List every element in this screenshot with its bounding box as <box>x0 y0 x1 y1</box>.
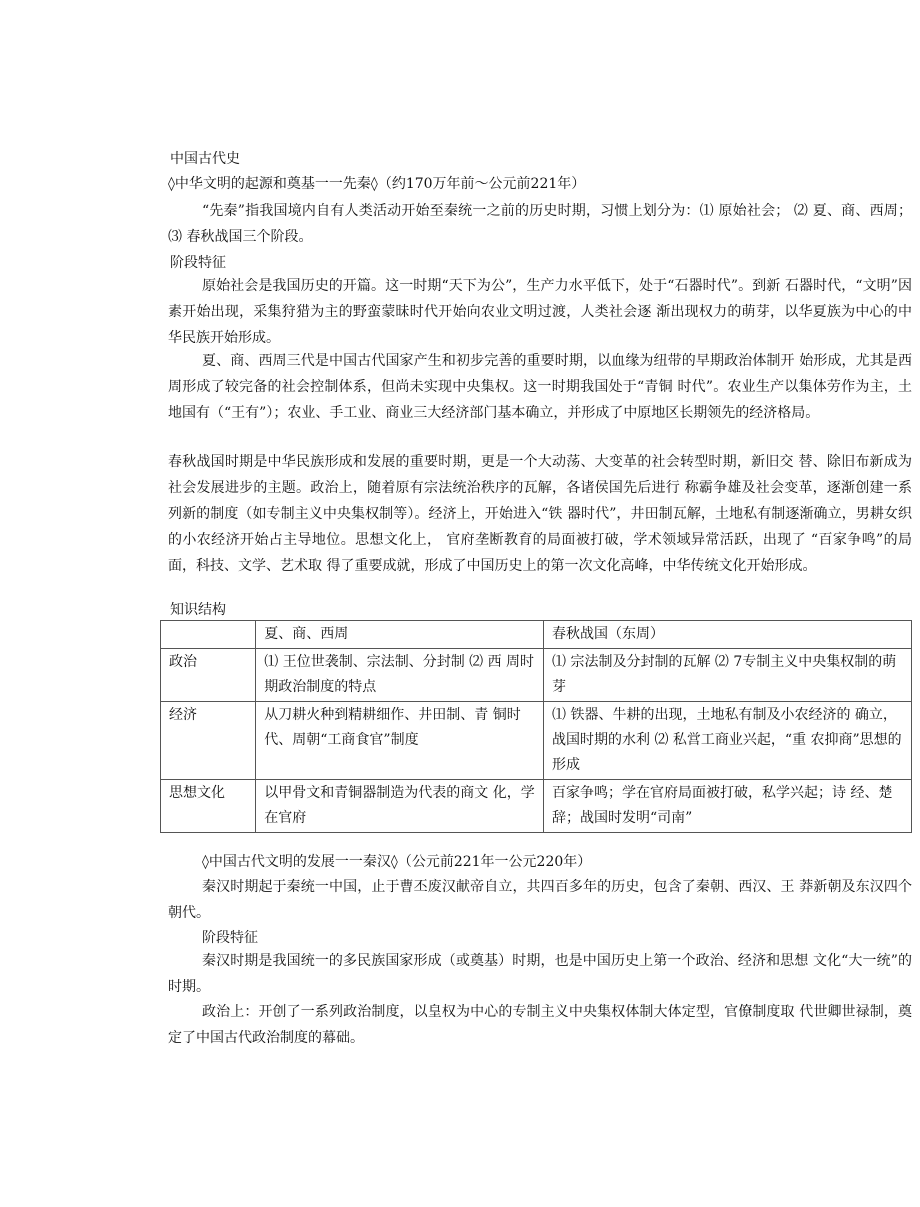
table-cell: ⑴ 王位世袭制、宗法制、分封制 ⑵ 西 周时期政治制度的特点 <box>256 649 544 702</box>
spring-autumn-paragraph: 春秋战国时期是中华民族形成和发展的重要时期，更是一个大动荡、大变革的社会转型时期，新旧交 替、除旧布新成为社会发展进步的主题。政治上，随着原有宗法统治秩序的瓦解，各诸侯国先后进行 称霸争雄及社会变革，逐渐创建一系列新的制度（如专制主义中央集权制等）。经济上，开始进入“铁 器时代”，井田制瓦解，土地私有制逐渐确立，男耕女织的小农经济开始占主导地位。思想文化上， 官府垄断教育的局面被打破，学术领域异常活跃，出现了 “百家争鸣”的局面，科技、文学、艺术取 得了重要成就，形成了中国历史上的第一次文化高峰，中华传统文化开始形成。 <box>168 454 912 574</box>
table-row <box>161 780 912 833</box>
knowledge-structure-label: 知识结构 <box>170 602 226 618</box>
table-cell: ⑴ 铁器、牛耕的出现，土地私有制及小农经济的 确立，战国时期的水利 ⑵ 私営工商业兴起，“重 农抑商”思想的形成 <box>544 702 912 780</box>
table-cell: ⑴ 宗法制及分封制的瓦解 ⑵ 7专制主义中央集权制的萌芽 <box>544 649 912 702</box>
primitive-society-paragraph: 原始社会是我国历史的开篇。这一时期“天下为公”，生产力水平低下，处于“石器时代”。到新 石器时代，“文明”因素开始出现，采集狩猎为主的野蛮蒙昧时代开始向农业文明过渡，人类社会逐 渐出现权力的萌芽，以华夏族为中心的中华民族开始形成。 <box>168 278 912 346</box>
table-row <box>161 649 912 702</box>
qin-han-unification-paragraph: 秦汉时期是我国统一的多民族国家形成（或奠基）时期，也是中国历史上第一个政治、经济和思想 文化“大一统”的时期。 <box>168 953 912 995</box>
table-header-row <box>161 621 912 649</box>
table-header-cell: 夏、商、西周 <box>256 621 544 649</box>
qin-han-politics-paragraph: 政治上：开创了一系列政治制度，以皇权为中心的专制主义中央集权体制大体定型，官僚制度取 代世卿世禄制，奠定了中国古代政治制度的幕础。 <box>168 1004 912 1046</box>
qin-han-intro: 秦汉时期起于秦统一中国，止于曹丕废汉献帝自立，共四百多年的历史，包含了秦朝、西汉、王 莽新朝及东汉四个朝代。 <box>168 879 912 921</box>
table-header-cell <box>161 621 256 649</box>
pre-qin-intro: “先秦”指我国境内自有人类活动开始至秦统一之前的历史时期，习惯上划分为：⑴ 原始社会； ⑵ 夏、商、西周； ⑶ 春秋战国三个阶段。 <box>168 203 912 245</box>
table-cell: 百家争鸣；学在官府局面被打破，私学兴起；诗 经、楚辞；战国时发明“司南” <box>544 780 912 833</box>
section-heading-pre-qin: ◊中华文明的起源和奠基一一先秦◊（约170万年前～公元前221年） <box>168 176 586 192</box>
table-cell: 以甲骨文和青铜器制造为代表的商文 化，学在官府 <box>256 780 544 833</box>
table-header-cell: 春秋战国（东周） <box>544 621 912 649</box>
stage-features-label: 阶段特征 <box>170 255 226 271</box>
row-label-politics: 政治 <box>161 649 256 702</box>
table-row <box>161 702 912 780</box>
row-label-culture: 思想文化 <box>161 780 256 833</box>
knowledge-structure-table <box>160 620 912 833</box>
xia-shang-zhou-paragraph: 夏、商、西周三代是中国古代国家产生和初步完善的重要时期，以血缘为纽带的早期政治体制开 始形成，尤其是西周形成了较完备的社会控制体系，但尚未实现中央集权。这一时期我国处于“青铜 时代”。农业生产以集体劳作为主，土地国有（“王有”）；农业、手工业、商业三大经济部门基本确立，并形成了中原地区长期领先的经济格局。 <box>168 353 912 421</box>
table-cell: 从刀耕火种到精耕细作、井田制、青 铜时代、周朝“工商食官”制度 <box>256 702 544 780</box>
qin-han-stage-label: 阶段特征 <box>202 930 258 946</box>
row-label-economy: 经济 <box>161 702 256 780</box>
section-heading-qin-han: ◊中国古代文明的发展一一秦汉◊（公元前221年一公元220年） <box>202 854 592 870</box>
document-title: 中国古代史 <box>170 151 240 167</box>
